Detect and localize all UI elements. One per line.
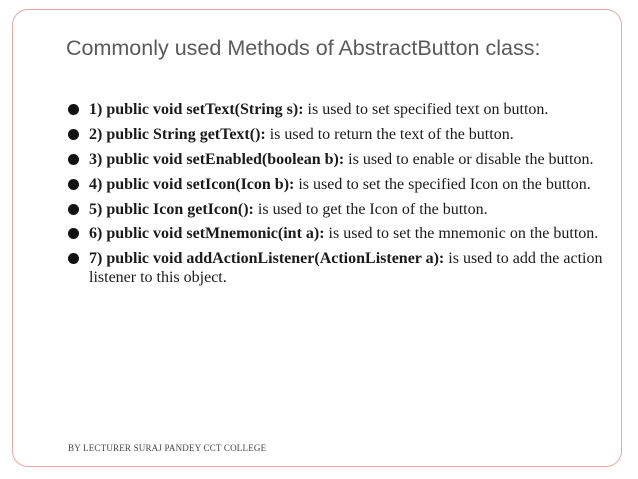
bullet-icon	[68, 253, 79, 264]
method-signature: 1) public void setText(String s):	[89, 101, 304, 118]
method-signature: 3) public void setEnabled(boolean b):	[89, 151, 345, 168]
method-signature: 4) public void setIcon(Icon b):	[89, 176, 295, 193]
list-item	[67, 150, 612, 169]
method-description: is used to add the action listener to this object.	[89, 250, 603, 286]
method-description: is used to set the mnemonic on the button.	[328, 225, 599, 242]
bullet-icon	[68, 154, 79, 165]
list-item	[67, 200, 612, 219]
method-description: is used to enable or disable the button.	[348, 151, 594, 168]
method-description: is used to set specified text on button.	[307, 101, 549, 118]
method-signature: 5) public Icon getIcon():	[89, 201, 254, 218]
list-item	[67, 249, 612, 287]
bullet-icon	[68, 204, 79, 215]
bullet-icon	[68, 179, 79, 190]
list-item	[67, 100, 612, 119]
list-item	[67, 224, 612, 243]
method-description: is used to set the specified Icon on the button.	[298, 176, 591, 193]
method-signature: 6) public void setMnemonic(int a):	[89, 225, 325, 242]
method-signature: 2) public String getText():	[89, 126, 266, 143]
method-description: is used to get the Icon of the button.	[257, 201, 488, 218]
list-item	[67, 175, 612, 194]
bullet-icon	[68, 104, 79, 115]
bullet-icon	[68, 129, 79, 140]
list-item	[67, 125, 612, 144]
method-signature: 7) public void addActionListener(ActionListener a):	[89, 250, 445, 267]
slide-footer: BY LECTURER SURAJ PANDEY CCT COLLEGE	[68, 443, 267, 453]
slide-title: Commonly used Methods of AbstractButton class:	[66, 36, 541, 60]
bullet-icon	[68, 228, 79, 239]
method-description: is used to return the text of the button.	[269, 126, 514, 143]
method-list	[67, 100, 612, 293]
